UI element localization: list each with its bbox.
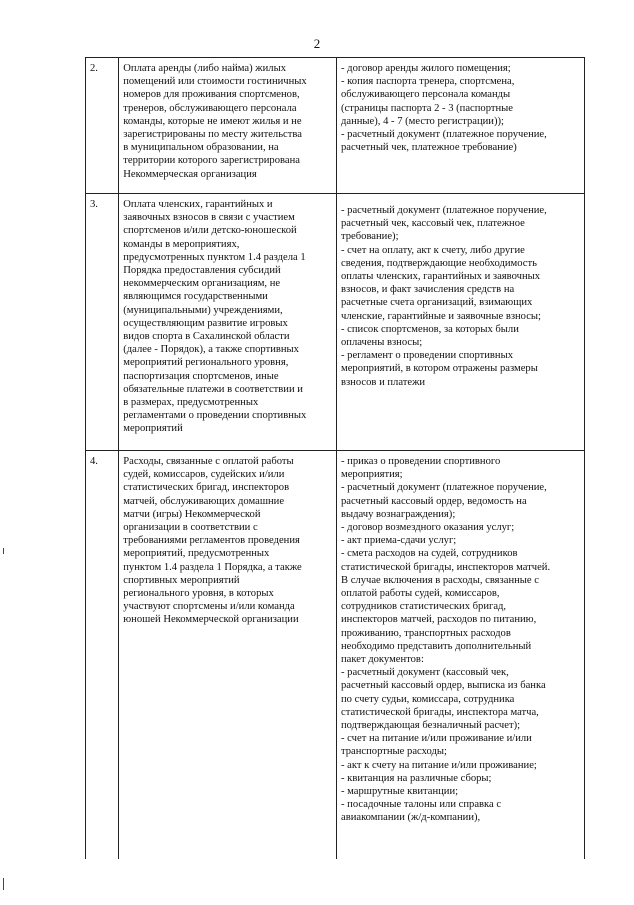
document-line: - смета расходов на судей, сотрудников xyxy=(341,548,518,560)
table-row xyxy=(86,58,585,194)
row-number-cell xyxy=(86,194,119,451)
document-line: статистической бригады, инспекторов матчей. xyxy=(341,561,551,573)
document-line: выдачу вознаграждения); xyxy=(341,508,456,520)
description-line: осуществляющим развитие игровых xyxy=(123,317,288,329)
description-line: паспортизация спортсменов, иные xyxy=(123,370,279,382)
document-line: взносов, и факт зачисления средств на xyxy=(341,284,515,296)
description-line: команды в мероприятиях, xyxy=(123,238,240,250)
document-line: - квитанция на различные сборы; xyxy=(341,772,492,784)
row-number: 2. xyxy=(90,63,98,74)
document-line: сотрудников статистических бригад, xyxy=(341,601,507,613)
description-line: матчи (игры) Некоммерческой xyxy=(123,508,261,520)
document-line: - список спортсменов, за которых были xyxy=(341,323,519,335)
description-line: мероприятий, предусмотренных xyxy=(123,548,270,560)
document-line: - расчетный документ (платежное поручение, xyxy=(341,205,547,216)
description-line: тренеров, обслуживающего персонала xyxy=(123,102,297,114)
description-line: (далее - Порядок), а также спортивных xyxy=(123,344,299,356)
description-line: помещений или стоимости гостиничных xyxy=(123,76,307,88)
document-line: пакет документов: xyxy=(341,654,424,666)
document-line: - приказ о проведении спортивного xyxy=(341,456,501,467)
document-line: необходимо представить дополнительный xyxy=(341,640,532,652)
row-number: 4. xyxy=(90,456,98,467)
description-line: мероприятий xyxy=(123,423,183,435)
document-line: - расчетный документ (платежное поручение, xyxy=(341,129,547,141)
document-line: взносов и платежи xyxy=(341,376,426,388)
description-line: статистических бригад, инспекторов xyxy=(123,482,290,494)
document-line: - договор возмездного оказания услуг; xyxy=(341,522,515,534)
description-line: видов спорта в Сахалинской области xyxy=(123,331,290,343)
description-line: в муниципальном образовании, на xyxy=(123,142,279,154)
page-number: 2 xyxy=(313,36,321,51)
description-line: Порядка предоставления субсидий xyxy=(123,265,281,277)
document-line: - регламент о проведении спортивных xyxy=(341,350,513,362)
document-line: подтверждающая безналичный расчет); xyxy=(341,720,521,732)
document-line: - маршрутные квитанции; xyxy=(341,786,459,798)
description-line: заявочных взносов в связи с участием xyxy=(123,212,295,224)
document-line: - акт приема-сдачи услуг; xyxy=(341,535,457,547)
document-line: инспекторов матчей, расходов по питанию, xyxy=(341,614,537,626)
document-line: расчетный чек, платежное требование) xyxy=(341,142,517,154)
table-row xyxy=(86,451,585,860)
description-line: являющимся государственными xyxy=(123,291,268,303)
description-line: Оплата аренды (либо найма) жилых xyxy=(123,63,286,74)
description-line: зарегистрированы по месту жительства xyxy=(123,129,302,141)
document-line: - акт к счету на питание и/или проживание; xyxy=(341,759,537,771)
document-line: мероприятий, в котором отражены размеры xyxy=(341,363,538,375)
document-line: по счету судьи, комиссара, сотрудника xyxy=(341,693,515,705)
document-line: расчетный кассовый ордер, выписка из банка xyxy=(341,680,546,692)
document-line: авиакомпании (ж/д-компании), xyxy=(341,812,481,824)
document-line: мероприятия; xyxy=(341,469,403,481)
description-line: участвуют спортсмены и/или команда xyxy=(123,601,295,613)
document-line: - посадочные талоны или справка с xyxy=(341,799,502,811)
table-row xyxy=(86,194,585,451)
expense-description-cell xyxy=(119,451,337,860)
description-line: регионального уровня, в которых xyxy=(123,588,274,600)
description-line: регламентами о проведении спортивных xyxy=(123,410,307,422)
description-line: номеров для проживания спортсменов, xyxy=(123,89,300,101)
description-line: территории которого зарегистрирована xyxy=(123,155,300,167)
document-line: - копия паспорта тренера, спортсмена, xyxy=(341,76,515,88)
description-line: требованиями регламентов проведения xyxy=(123,535,300,547)
required-documents-cell xyxy=(337,194,585,451)
description-line: пунктом 1.4 раздела 1 Порядка, а также xyxy=(123,561,302,573)
document-line: расчетные счета организаций, взимающих xyxy=(341,297,533,309)
required-documents-cell xyxy=(337,58,585,194)
description-line: спортсменов и/или детско-юношеской xyxy=(123,225,297,237)
row-number: 3. xyxy=(90,199,98,210)
description-line: обязательные платежи в соответствии и xyxy=(123,383,303,395)
description-line: мероприятий регионального уровня, xyxy=(123,357,289,369)
scan-artifact-line xyxy=(3,548,4,554)
document-line: - счет на питание и/или проживание и/или xyxy=(341,733,532,745)
document-line: транспортные расходы; xyxy=(341,746,447,758)
document-line: статистической бригады, инспектора матча, xyxy=(341,706,539,718)
expense-description-cell xyxy=(119,194,337,451)
scan-artifact-line xyxy=(3,878,4,890)
expense-description-cell xyxy=(119,58,337,194)
document-line: расчетный чек, кассовый чек, платежное xyxy=(341,218,525,230)
description-line: Расходы, связанные с оплатой работы xyxy=(123,456,294,467)
description-line: Некоммерческая организация xyxy=(123,168,257,180)
description-line: Оплата членских, гарантийных и xyxy=(123,199,273,210)
row-number-cell xyxy=(86,451,119,860)
document-line: (страницы паспорта 2 - 3 (паспортные xyxy=(341,102,513,114)
requirements-table xyxy=(85,57,585,859)
document-line: проживанию, транспортных расходов xyxy=(341,627,511,639)
document-line: - договор аренды жилого помещения; xyxy=(341,63,511,74)
document-line: членские, гарантийные и заявочные взносы; xyxy=(341,310,541,322)
description-line: организации в соответствии с xyxy=(123,522,258,534)
description-line: некоммерческим организациям, не xyxy=(123,278,281,290)
description-line: предусмотренных пунктом 1.4 раздела 1 xyxy=(123,251,306,263)
row-number-cell xyxy=(86,58,119,194)
required-documents-cell xyxy=(337,451,585,860)
document-line: данные), 4 - 7 (место регистрации)); xyxy=(341,115,504,127)
description-line: команды, которые не имеют жилья и не xyxy=(123,115,302,127)
description-line: спортивных мероприятий xyxy=(123,574,240,586)
description-line: матчей, обслуживающих домашние xyxy=(123,495,285,507)
document-line: В случае включения в расходы, связанные с xyxy=(341,574,539,586)
document-line: - расчетный документ (кассовый чек, xyxy=(341,667,509,679)
document-line: оплаты членских, гарантийных и заявочных xyxy=(341,271,541,283)
description-line: в размерах, предусмотренных xyxy=(123,397,259,409)
document-line: - счет на оплату, акт к счету, либо другие xyxy=(341,244,525,256)
document-line: сведения, подтверждающие необходимость xyxy=(341,257,537,269)
description-line: (муниципальными) учреждениями, xyxy=(123,304,283,316)
document-line: - расчетный документ (платежное поручение, xyxy=(341,482,547,494)
document-line: требование); xyxy=(341,231,399,243)
description-line: судей, комиссаров, судейских и/или xyxy=(123,469,285,481)
document-line: расчетный кассовый ордер, ведомость на xyxy=(341,495,527,507)
document-line: оплатой работы судей, комиссаров, xyxy=(341,588,500,600)
description-line: юношей Некоммерческой организации xyxy=(123,614,299,626)
document-line: оплачены взносы; xyxy=(341,337,423,349)
document-line: обслуживающего персонала команды xyxy=(341,89,511,101)
